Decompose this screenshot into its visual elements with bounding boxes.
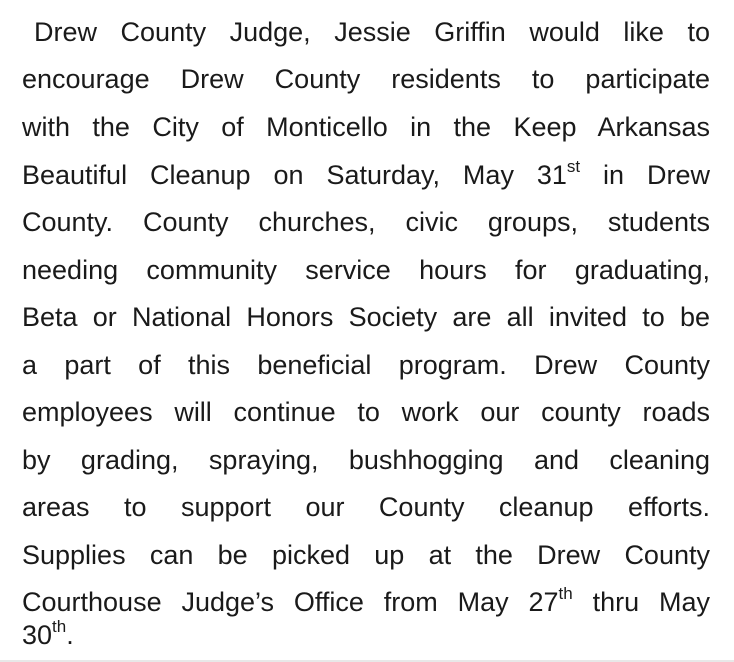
paragraph-line-4 xyxy=(22,155,710,195)
paragraph-line-3 xyxy=(22,107,710,147)
line-12-text: Supplies can be picked up at the Drew County xyxy=(22,540,710,570)
line-7-text: Beta or National Honors Society are all invited to be xyxy=(22,302,710,332)
paragraph-line-12 xyxy=(22,535,710,575)
paragraph-line-6 xyxy=(22,250,710,290)
line-6-text: needing community service hours for graduating, xyxy=(22,255,710,285)
paragraph-line-2 xyxy=(22,59,710,99)
line-4-text: Beautiful Cleanup on Saturday, May 31 xyxy=(22,160,567,190)
paragraph-line-7 xyxy=(22,297,710,337)
line-2-text: encourage Drew County residents to participate xyxy=(22,64,710,94)
line-1-text: Drew County Judge, Jessie Griffin would like to xyxy=(34,17,710,47)
paragraph-line-14 xyxy=(22,615,710,655)
ordinal-superscript: st xyxy=(566,157,581,176)
line-3-text: with the City of Monticello in the Keep Arkansas xyxy=(22,112,710,142)
line-8-text: a part of this beneficial program. Drew County xyxy=(22,350,710,380)
line-10-text: by grading, spraying, bushhogging and cleaning xyxy=(22,445,710,475)
paragraph-line-5 xyxy=(22,202,710,242)
paragraph-line-8 xyxy=(22,345,710,385)
ordinal-superscript: th xyxy=(52,617,67,636)
paragraph-line-9 xyxy=(22,392,710,432)
paragraph-line-10 xyxy=(22,440,710,480)
line-13-text: Courthouse Judge’s Office from May 27 xyxy=(22,587,559,617)
line-14-text: 30 xyxy=(22,620,53,650)
line-9-text: employees will continue to work our county roads xyxy=(22,397,710,427)
line-14-continuation: . xyxy=(66,620,74,650)
line-5-text: County. County churches, civic groups, students xyxy=(22,207,710,237)
line-13-continuation: thru May xyxy=(572,587,710,617)
ordinal-superscript: th xyxy=(558,584,573,603)
paragraph-line-11 xyxy=(22,487,710,527)
line-11-text: areas to support our County cleanup efforts. xyxy=(22,492,710,522)
line-4-continuation: in Drew xyxy=(580,160,711,190)
paragraph-line-1 xyxy=(34,12,710,52)
